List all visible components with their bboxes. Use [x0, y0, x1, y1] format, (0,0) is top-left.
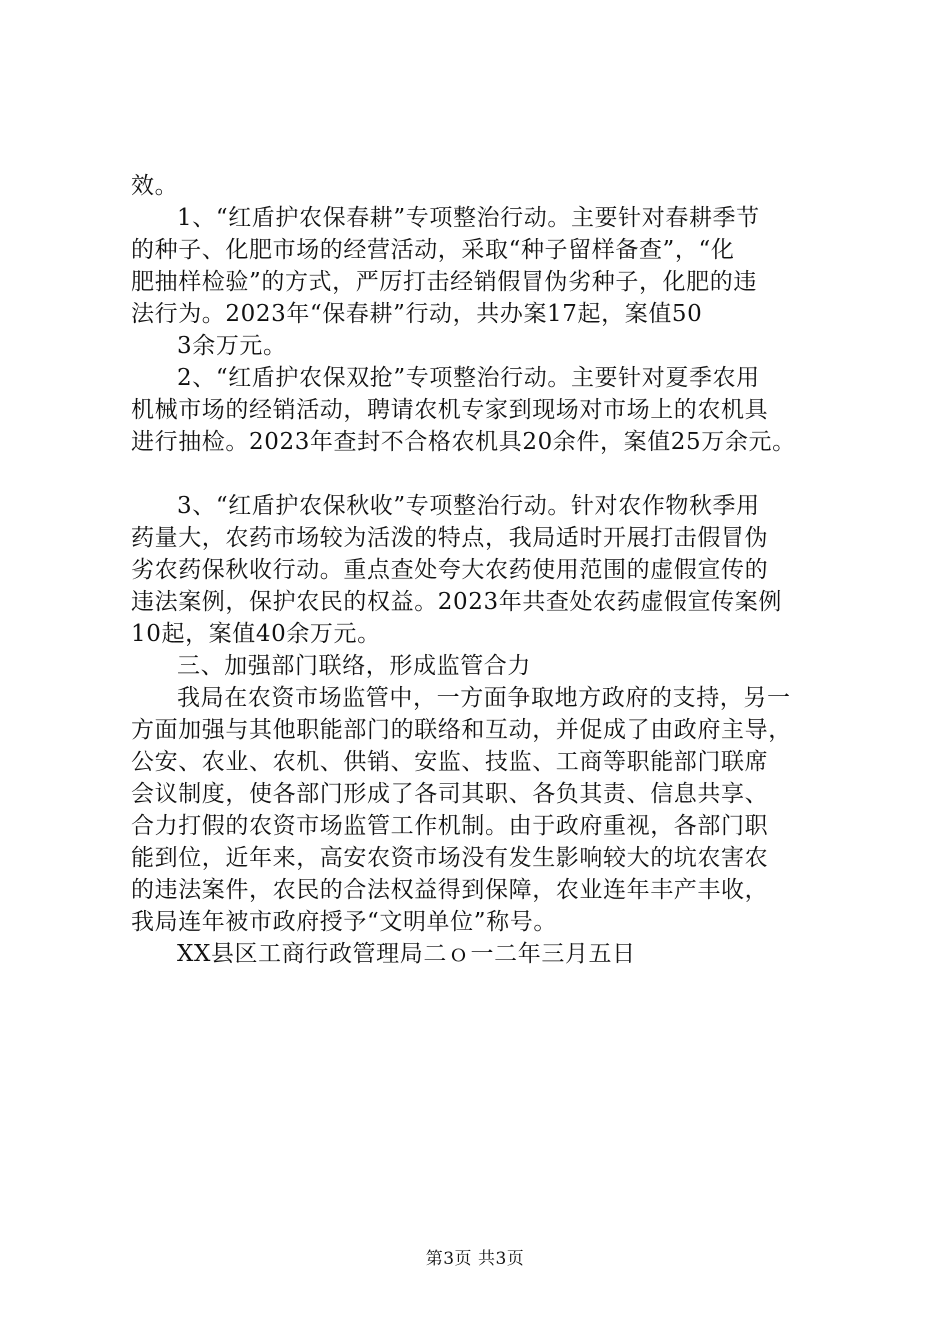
- paragraph-line: 2、“红盾护农保双抢”专项整治行动。主要针对夏季农用: [177, 365, 760, 391]
- paragraph-line: 能到位，近年来，高安农资市场没有发生影响较大的坑农害农: [131, 845, 769, 871]
- paragraph-line: 违法案例，保护农民的权益。2023年共查处农药虚假宣传案例: [131, 589, 782, 615]
- paragraph-line: 1、“红盾护农保春耕”专项整治行动。主要针对春耕季节: [177, 205, 760, 231]
- paragraph-line: 合力打假的农资市场监管工作机制。由于政府重视，各部门职: [131, 813, 769, 839]
- paragraph-line: 3、“红盾护农保秋收”专项整治行动。针对农作物秋季用: [177, 493, 760, 519]
- paragraph-line: 的违法案件，农民的合法权益得到保障，农业连年丰产丰收，: [131, 877, 769, 903]
- section-heading: 三、加强部门联络，形成监管合力: [177, 653, 531, 679]
- paragraph-line: 劣农药保秋收行动。重点查处夸大农药使用范围的虚假宣传的: [131, 557, 769, 583]
- paragraph-gap: [131, 458, 851, 490]
- signature-line: XX县区工商行政管理局二ｏ一二年三月五日: [177, 941, 636, 967]
- paragraph-line: 我局连年被市政府授予“文明单位”称号。: [131, 909, 557, 935]
- paragraph-line: 方面加强与其他职能部门的联络和互动，并促成了由政府主导，: [131, 717, 792, 743]
- paragraph-line: 我局在农资市场监管中，一方面争取地方政府的支持，另一: [177, 685, 791, 711]
- paragraph-line: 进行抽检。2023年查封不合格农机具20余件，案值25万余元。: [131, 429, 796, 455]
- paragraph-line: 机械市场的经销活动，聘请农机专家到现场对市场上的农机具: [131, 397, 769, 423]
- paragraph-line: 10起，案值40余万元。: [131, 621, 381, 647]
- paragraph-line: 3余万元。: [177, 333, 287, 359]
- document-body: [131, 170, 851, 970]
- paragraph-line: 公安、农业、农机、供销、安监、技监、工商等职能部门联席: [131, 749, 769, 775]
- paragraph-line: 法行为。2023年“保春耕”行动，共办案17起，案值50: [131, 301, 703, 327]
- page-number-footer: 第3页 共3页: [425, 1249, 525, 1269]
- paragraph-line: 药量大，农药市场较为活泼的特点，我局适时开展打击假冒伪: [131, 525, 769, 551]
- paragraph-line: 效。: [131, 173, 179, 199]
- paragraph-line: 的种子、化肥市场的经营活动，采取“种子留样备查”，“化: [131, 237, 735, 263]
- paragraph-line: 肥抽样检验”的方式，严厉打击经销假冒伪劣种子，化肥的违: [131, 269, 757, 295]
- paragraph-line: 会议制度，使各部门形成了各司其职、各负其责、信息共享、: [131, 781, 769, 807]
